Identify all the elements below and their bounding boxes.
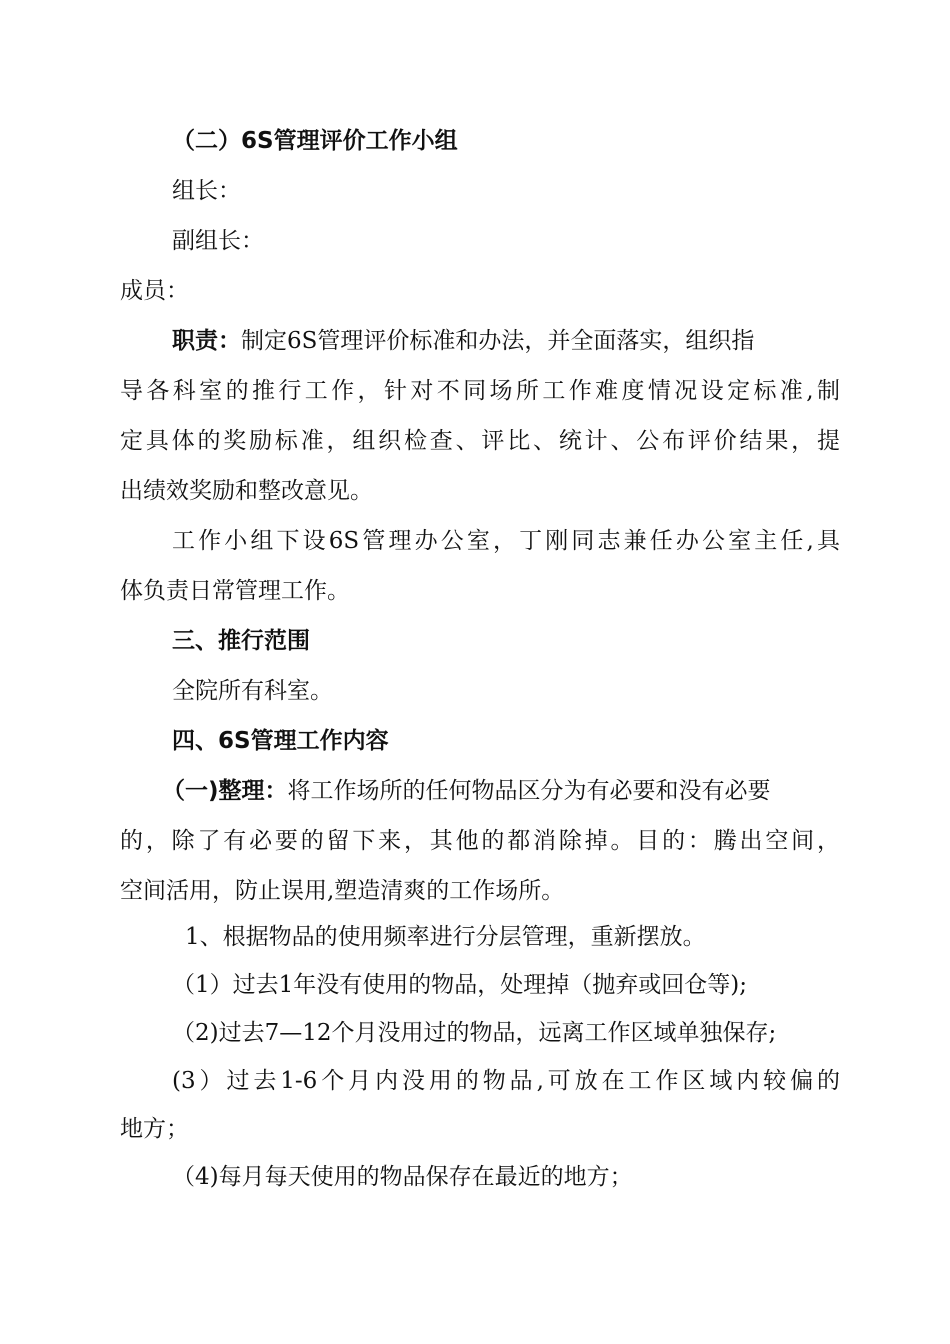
- item-1-2: （2)过去7—12个月没用过的物品，远离工作区域单独保存;: [172, 1020, 777, 1046]
- sort-paragraph-line-1: [162, 776, 840, 806]
- sort-text-1: 将工作场所的任何物品区分为有必要和没有必要: [287, 778, 771, 804]
- item-1-3-line-2: 地方；: [120, 1116, 189, 1142]
- duties-text-4: 出绩效奖励和整改意见。: [120, 478, 373, 504]
- section-er-heading: （二）6S管理评价工作小组: [172, 128, 458, 154]
- item-1: 1、根据物品的使用频率进行分层管理，重新摆放。: [185, 924, 706, 950]
- duties-paragraph-line-1: [172, 326, 840, 356]
- members-label: 成员：: [120, 278, 189, 304]
- section-four-heading: 四、6S管理工作内容: [172, 728, 389, 754]
- office-text-1: 工作小组下设6S管理办公室，丁刚同志兼任办公室主任,具: [172, 528, 840, 554]
- duties-text-2: 导各科室的推行工作，针对不同场所工作难度情况设定标准,制: [120, 378, 840, 404]
- team-leader-label: 组长：: [172, 178, 241, 204]
- sort-text-3: 空间活用，防止误用,塑造清爽的工作场所。: [120, 878, 565, 904]
- office-text-2: 体负责日常管理工作。: [120, 578, 350, 604]
- sort-label: （一)整理：: [162, 778, 288, 804]
- item-1-1: （1）过去1年没有使用的物品，处理掉（抛弃或回仓等);: [172, 972, 747, 998]
- duties-text-1: 制定6S管理评价标准和办法，并全面落实，组织指: [241, 328, 755, 354]
- scope-text: 全院所有科室。: [172, 678, 333, 704]
- section-three-heading: 三、推行范围: [172, 628, 310, 654]
- duties-text-3: 定具体的奖励标准，组织检查、评比、统计、公布评价结果，提: [120, 428, 840, 454]
- item-1-3-line-1: (3）过去1-6个月内没用的物品,可放在工作区域内较偏的: [172, 1068, 840, 1094]
- sort-text-2: 的，除了有必要的留下来，其他的都消除掉。目的：腾出空间，: [120, 828, 840, 854]
- item-1-4: （4)每月每天使用的物品保存在最近的地方；: [172, 1164, 633, 1190]
- deputy-leader-label: 副组长：: [172, 228, 264, 254]
- duties-label: 职责：: [172, 328, 241, 354]
